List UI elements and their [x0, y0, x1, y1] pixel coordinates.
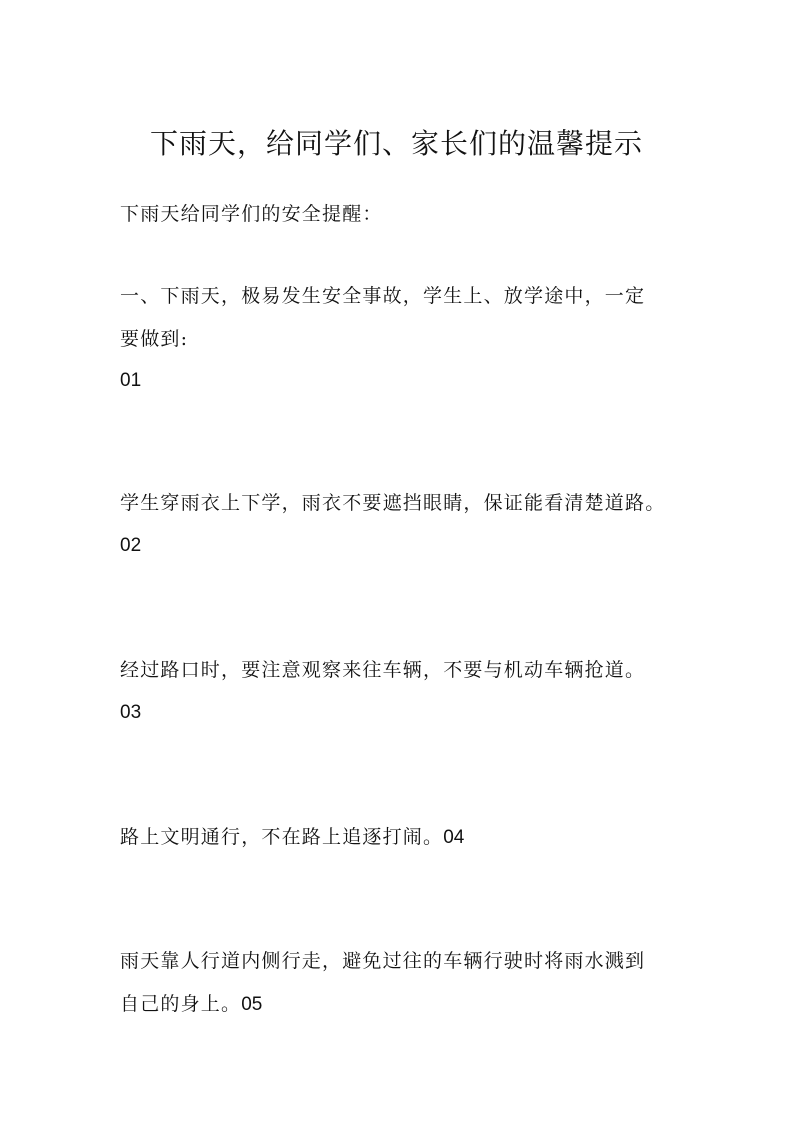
section1-heading-line1: 一、下雨天，极易发生安全事故，学生上、放学途中，一定: [120, 285, 646, 307]
item-text-02: 经过路口时，要注意观察来往车辆，不要与机动车辆抢道。: [120, 659, 646, 681]
item-number-05: 05: [241, 994, 263, 1015]
section1-heading-line2: 要做到:: [120, 328, 189, 350]
item-text-04-line2: [120, 985, 680, 1024]
document-title: 下雨天，给同学们、家长们的温馨提示: [149, 127, 643, 160]
item-number-04: 04: [443, 827, 465, 848]
item-text-04-line1: 雨天靠人行道内侧行走，避免过往的车辆行驶时将雨水溅到: [120, 950, 646, 972]
item-text-03-line: [120, 818, 680, 857]
item-number-03: 03: [120, 702, 142, 723]
item-text-04-end: 自己的身上。: [120, 993, 242, 1015]
item-text-03: 路上文明通行，不在路上追逐打闹。: [120, 826, 444, 848]
item-number-01: 01: [120, 370, 142, 391]
intro-text: 下雨天给同学们的安全提醒：: [120, 203, 383, 225]
item-text-01: 学生穿雨衣上下学，雨衣不要遮挡眼睛，保证能看清楚道路。: [120, 492, 666, 514]
item-number-02: 02: [120, 535, 142, 556]
